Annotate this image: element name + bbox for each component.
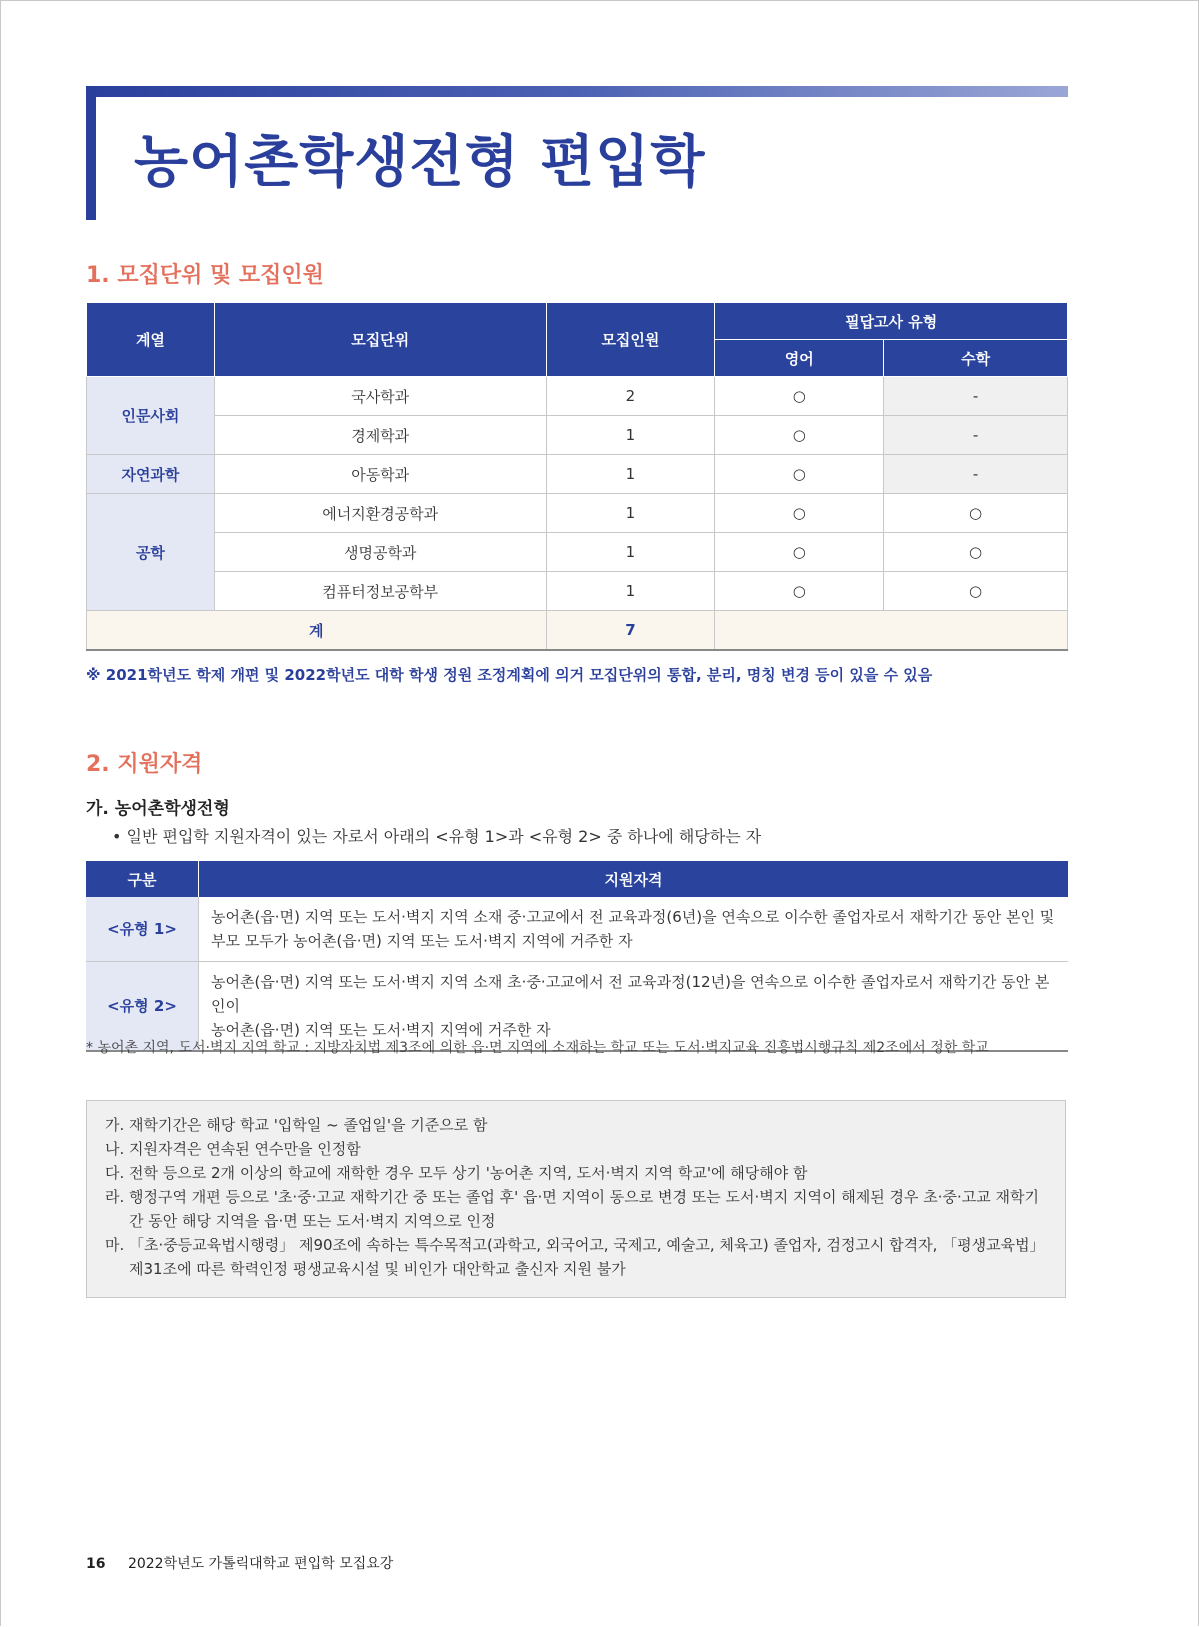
quota-cell: 1	[546, 494, 715, 533]
math-cell: -	[884, 455, 1068, 494]
total-value: 7	[546, 611, 715, 651]
page-title: 농어촌학생전형 편입학	[134, 130, 706, 195]
qualification-line: 농어촌(읍·면) 지역 또는 도서·벽지 지역 소재 초·중·고교에서 전 교육과정(12년)을 연속으로 이수한 졸업자로서 재학기간 동안 본인이	[211, 973, 1050, 1015]
unit-cell: 컴퓨터정보공학부	[214, 572, 546, 611]
table-row	[87, 572, 1068, 611]
section2-subheading: 가. 농어촌학생전형	[86, 799, 230, 819]
unit-cell: 아동학과	[214, 455, 546, 494]
title-accent-bar	[86, 86, 1068, 97]
english-cell: ○	[715, 572, 884, 611]
type-label: <유형 2>	[86, 962, 199, 1052]
header-math: 수학	[884, 340, 1068, 377]
eligibility-bullet: • 일반 편입학 지원자격이 있는 자로서 아래의 <유형 1>과 <유형 2> 중 하나에 해당하는 자	[112, 827, 762, 846]
note-item: 다. 전학 등으로 2개 이상의 학교에 재학한 경우 모두 상기 '농어촌 지역, 도서·벽지 지역 학교'에 해당해야 함	[105, 1164, 808, 1182]
qualification-text	[199, 897, 1069, 962]
category-cell: 자연과학	[87, 455, 215, 494]
category-cell: 공학	[87, 494, 215, 611]
section2-heading: 2. 지원자격	[86, 752, 203, 777]
math-cell: ○	[884, 572, 1068, 611]
qualification-line: 농어촌(읍·면) 지역 또는 도서·벽지 지역에 거주한 자	[211, 1021, 551, 1039]
math-cell: -	[884, 416, 1068, 455]
header-type: 구분	[86, 861, 199, 897]
math-cell: -	[884, 377, 1068, 416]
title-accent-side	[86, 86, 96, 220]
english-cell: ○	[715, 533, 884, 572]
qualification-table	[86, 861, 1068, 1052]
header-category: 계열	[87, 303, 215, 377]
recruit-table	[86, 302, 1068, 651]
english-cell: ○	[715, 377, 884, 416]
unit-cell: 경제학과	[214, 416, 546, 455]
header-quota: 모집인원	[546, 303, 715, 377]
quota-cell: 1	[546, 416, 715, 455]
table-row	[87, 455, 1068, 494]
total-empty	[715, 611, 1068, 651]
note-item: 가. 재학기간은 해당 학교 '입학일 ~ 졸업일'을 기준으로 함	[105, 1116, 488, 1134]
note-item: 라. 행정구역 개편 등으로 '초·중·고교 재학기간 중 또는 졸업 후' 읍·면 지역이 동으로 변경 또는 도서·벽지 지역이 해제된 경우 초·중·고교 재학기간 동안 해당 지역을 읍·면 또는 도서·벽지 지역으로 인정	[105, 1188, 1039, 1230]
quota-cell: 1	[546, 533, 715, 572]
total-row	[87, 611, 1068, 651]
qualification-line: 부모 모두가 농어촌(읍·면) 지역 또는 도서·벽지 지역에 거주한 자	[211, 932, 633, 950]
unit-cell: 국사학과	[214, 377, 546, 416]
quota-cell: 1	[546, 572, 715, 611]
notes-box	[86, 1100, 1066, 1298]
page-footer	[86, 1553, 393, 1573]
doc-title: 2022학년도 가톨릭대학교 편입학 모집요강	[127, 1556, 394, 1572]
english-cell: ○	[715, 455, 884, 494]
note-item: 나. 지원자격은 연속된 연수만을 인정함	[105, 1140, 361, 1158]
table-row	[87, 416, 1068, 455]
recruit-note: ※ 2021학년도 학제 개편 및 2022학년도 대학 학생 정원 조정계획에 의거 모집단위의 통합, 분리, 명칭 변경 등이 있을 수 있음	[86, 666, 933, 684]
header-exam-type: 필답고사 유형	[715, 303, 1068, 340]
qualification-line: 농어촌(읍·면) 지역 또는 도서·벽지 지역 소재 중·고교에서 전 교육과정(6년)을 연속으로 이수한 졸업자로서 재학기간 동안 본인 및	[211, 908, 1055, 926]
quota-cell: 2	[546, 377, 715, 416]
section1-heading: 1. 모집단위 및 모집인원	[86, 263, 324, 288]
math-cell: ○	[884, 494, 1068, 533]
header-english: 영어	[715, 340, 884, 377]
table-row	[87, 377, 1068, 416]
quota-cell: 1	[546, 455, 715, 494]
note-item: 마. 「초·중등교육법시행령」 제90조에 속하는 특수목적고(과학고, 외국어고, 국제고, 예술고, 체육고) 졸업자, 검정고시 합격자, 「평생교육법」 제31조에 따른 학력인정 평생교육시설 및 비인가 대안학교 출신자 지원 불가	[105, 1236, 1045, 1278]
english-cell: ○	[715, 416, 884, 455]
math-cell: ○	[884, 533, 1068, 572]
table-row	[87, 533, 1068, 572]
unit-cell: 에너지환경공학과	[214, 494, 546, 533]
header-unit: 모집단위	[214, 303, 546, 377]
category-cell: 인문사회	[87, 377, 215, 455]
total-label: 계	[87, 611, 547, 651]
unit-cell: 생명공학과	[214, 533, 546, 572]
english-cell: ○	[715, 494, 884, 533]
header-qualification: 지원자격	[199, 861, 1069, 897]
table-row	[86, 897, 1068, 962]
type-label: <유형 1>	[86, 897, 199, 962]
table-row	[87, 494, 1068, 533]
qualification-footnote: * 농어촌 지역, 도서·벽지 지역 학교 : 지방자치법 제3조에 의한 읍·면 지역에 소재하는 학교 또는 도서·벽지교육 진흥법시행규칙 제2조에서 정한 학교	[86, 1040, 989, 1056]
page-number: 16	[86, 1556, 106, 1572]
